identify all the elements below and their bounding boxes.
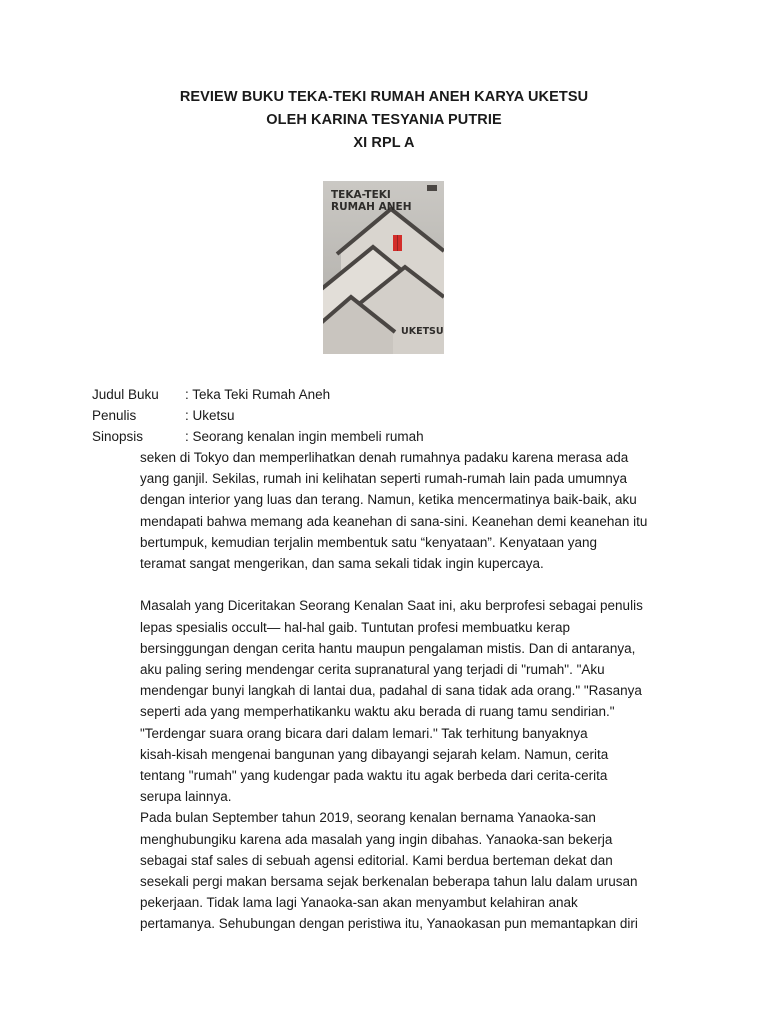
book-cover-image [323, 181, 444, 354]
document-title: REVIEW BUKU TEKA-TEKI RUMAH ANEH KARYA UKETSU [179, 89, 589, 105]
synopsis-body [140, 447, 680, 935]
text-line: seken di Tokyo dan memperlihatkan denah rumahnya padaku karena merasa ada [140, 450, 629, 465]
text-line: mendapati bahwa memang ada keanehan di sana-sini. Keanehan demi keanehan itu [140, 513, 648, 529]
meta-label: Sinopsis [92, 429, 144, 444]
text-line: Masalah yang Diceritakan Seorang Kenalan Saat ini, aku berprofesi sebagai penulis [140, 598, 643, 614]
document-header [0, 86, 768, 155]
meta-value: : Seorang kenalan ingin membeli rumah [185, 429, 424, 444]
cover-author: UKETSU [401, 326, 444, 337]
text-line: pekerjaan. Tidak lama lagi Yanaoka-san akan menyambut kelahiran anak [140, 895, 578, 911]
paragraph-3 [140, 807, 680, 934]
text-line: "Terdengar suara orang bicara dari dalam lemari." Tak terhitung banyaknya [140, 725, 588, 741]
text-line: menghubungiku karena ada masalah yang ingin dibahas. Yanaoka-san bekerja [140, 831, 613, 847]
text-line: bertumpuk, kemudian terjalin membentuk satu “kenyataan”. Kenyataan yang [140, 534, 598, 550]
text-line: tentang "rumah" yang kudengar pada waktu itu agak berbeda dari cerita-cerita [140, 768, 608, 784]
meta-value: : Teka Teki Rumah Aneh [185, 387, 331, 402]
paragraph-1 [140, 447, 680, 574]
text-line: bersinggungan dengan cerita hantu maupun pengalaman mistis. Dan di antaranya, [140, 640, 636, 656]
meta-label: Judul Buku [92, 387, 159, 402]
author-line: OLEH KARINA TESYANIA PUTRIE [266, 112, 502, 128]
text-line: aku paling sering mendengar cerita supranatural yang terjadi di "rumah". "Aku [140, 662, 605, 678]
text-line: kisah-kisah mengenai bangunan yang dibayangi sejarah kelam. Namun, cerita [140, 746, 609, 762]
publisher-logo [427, 185, 437, 191]
text-line: yang ganjil. Sekilas, rumah ini kelihatan seperti rumah-rumah lain pada umumnya [140, 471, 628, 487]
text-line: pertamanya. Sehubungan dengan peristiwa itu, Yanaokasan pun memantapkan diri [140, 916, 638, 932]
class-line: XI RPL A [353, 135, 415, 151]
text-line: Pada bulan September tahun 2019, seorang kenalan bernama Yanaoka-san [140, 810, 596, 826]
text-line: sebagai staf sales di sebuah agensi editorial. Kami berdua berteman dekat dan [140, 852, 613, 868]
text-line: serupa lainnya. [140, 789, 232, 805]
cover-title-line1: TEKA-TEKI [331, 189, 391, 201]
text-line: sesekali pergi makan bersama sejak berkenalan beberapa tahun lalu dalam urusan [140, 874, 638, 890]
text-line: teramat sangat mengerikan, dan sama sekali tidak ingin kupercaya. [140, 556, 544, 572]
text-line: mendengar bunyi langkah di lantai dua, padahal di sana tidak ada orang." "Rasanya [140, 683, 642, 699]
text-line: dengan interior yang luas dan terang. Namun, ketika mencermatinya baik-baik, aku [140, 492, 637, 508]
paragraph-2 [140, 595, 680, 807]
cover-title-line2: RUMAH ANEH [331, 201, 412, 213]
text-line: seperti ada yang memperhatikanku waktu aku berada di ruang tamu sendirian." [140, 704, 615, 720]
text-line: lepas spesialis occult— hal-hal gaib. Tuntutan profesi membuatku kerap [140, 619, 570, 635]
meta-value: : Uketsu [185, 408, 235, 423]
meta-label: Penulis [92, 408, 137, 423]
